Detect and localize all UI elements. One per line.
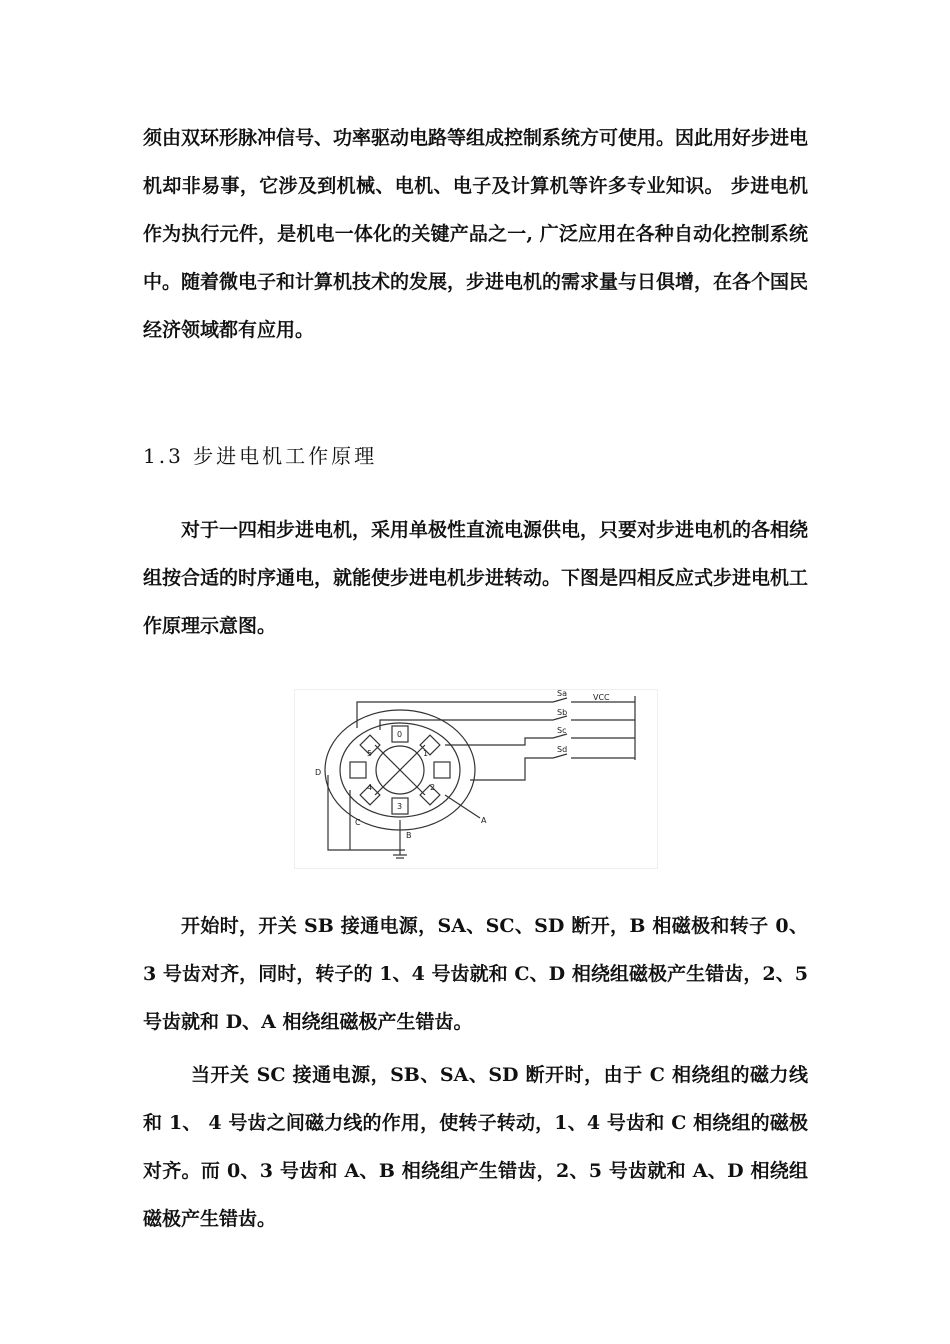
- tooth-3-label: 3: [397, 802, 403, 811]
- c-label: C: [355, 818, 361, 827]
- pole-left: [350, 762, 366, 778]
- switch-sd: [553, 754, 567, 758]
- principle-paragraph: 对于一四相步进电机，采用单极性直流电源供电，只要对步进电机的各相绕组按合适的时序通电，就能使步进电机步进转动。下图是四相反应式步进电机工作原理示意图。: [143, 519, 809, 637]
- vcc-label: VCC: [593, 693, 610, 702]
- a-label: A: [481, 816, 487, 825]
- section-heading: 1.3 步进电机工作原理: [143, 444, 378, 468]
- tooth-2-label: 2: [430, 783, 436, 792]
- tooth-1-label: 1: [423, 749, 429, 758]
- stepper-motor-svg: [295, 690, 657, 868]
- tooth-5-label: 5: [367, 749, 373, 758]
- d-label: D: [315, 768, 322, 777]
- sd-label: Sd: [557, 745, 568, 754]
- intro-paragraph: 须由双环形脉冲信号、功率驱动电路等组成控制系统方可使用。因此用好步进电机却非易事，它涉及到机械、电机、电子及计算机等许多专业知识。 步进电机作为执行元件，是机电一体化的关键产品之一, 广泛应用在各种自动化控制系统中。随着微电子和计算机技术的发展，步进电机的需求量与日俱增，在各个国民经济领域都有应用。: [143, 127, 809, 341]
- switch-sa: [553, 698, 567, 702]
- sb-label: Sb: [557, 708, 568, 717]
- wire-c: [445, 738, 553, 745]
- sa-label: Sa: [557, 690, 567, 698]
- sc-label: Sc: [557, 726, 567, 735]
- stepper-motor-diagram: [295, 690, 657, 868]
- wire-b: [380, 720, 553, 730]
- tooth-0-label: 0: [397, 730, 403, 739]
- tooth-4-label: 4: [367, 783, 373, 792]
- b-label: B: [406, 831, 412, 840]
- pole-right: [434, 762, 450, 778]
- wire-d: [470, 758, 553, 780]
- sc-state-paragraph: 当开关 SC 接通电源，SB、SA、SD 断开时，由于 C 相绕组的磁力线和 1、 4 号齿之间磁力线的作用，使转子转动，1、4 号齿和 C 相绕组的磁极对齐。而 0、3 号齿和 A、B 相绕组产生错齿，2、5 号齿就和 A、D 相绕组磁极产生错齿。: [143, 1064, 808, 1230]
- start-state-paragraph: 开始时，开关 SB 接通电源，SA、SC、SD 断开，B 相磁极和转子 0、3 号齿对齐，同时，转子的 1、4 号齿就和 C、D 相绕组磁极产生错齿，2、5 号齿就和 D、A 相绕组磁极产生错齿。: [143, 915, 808, 1033]
